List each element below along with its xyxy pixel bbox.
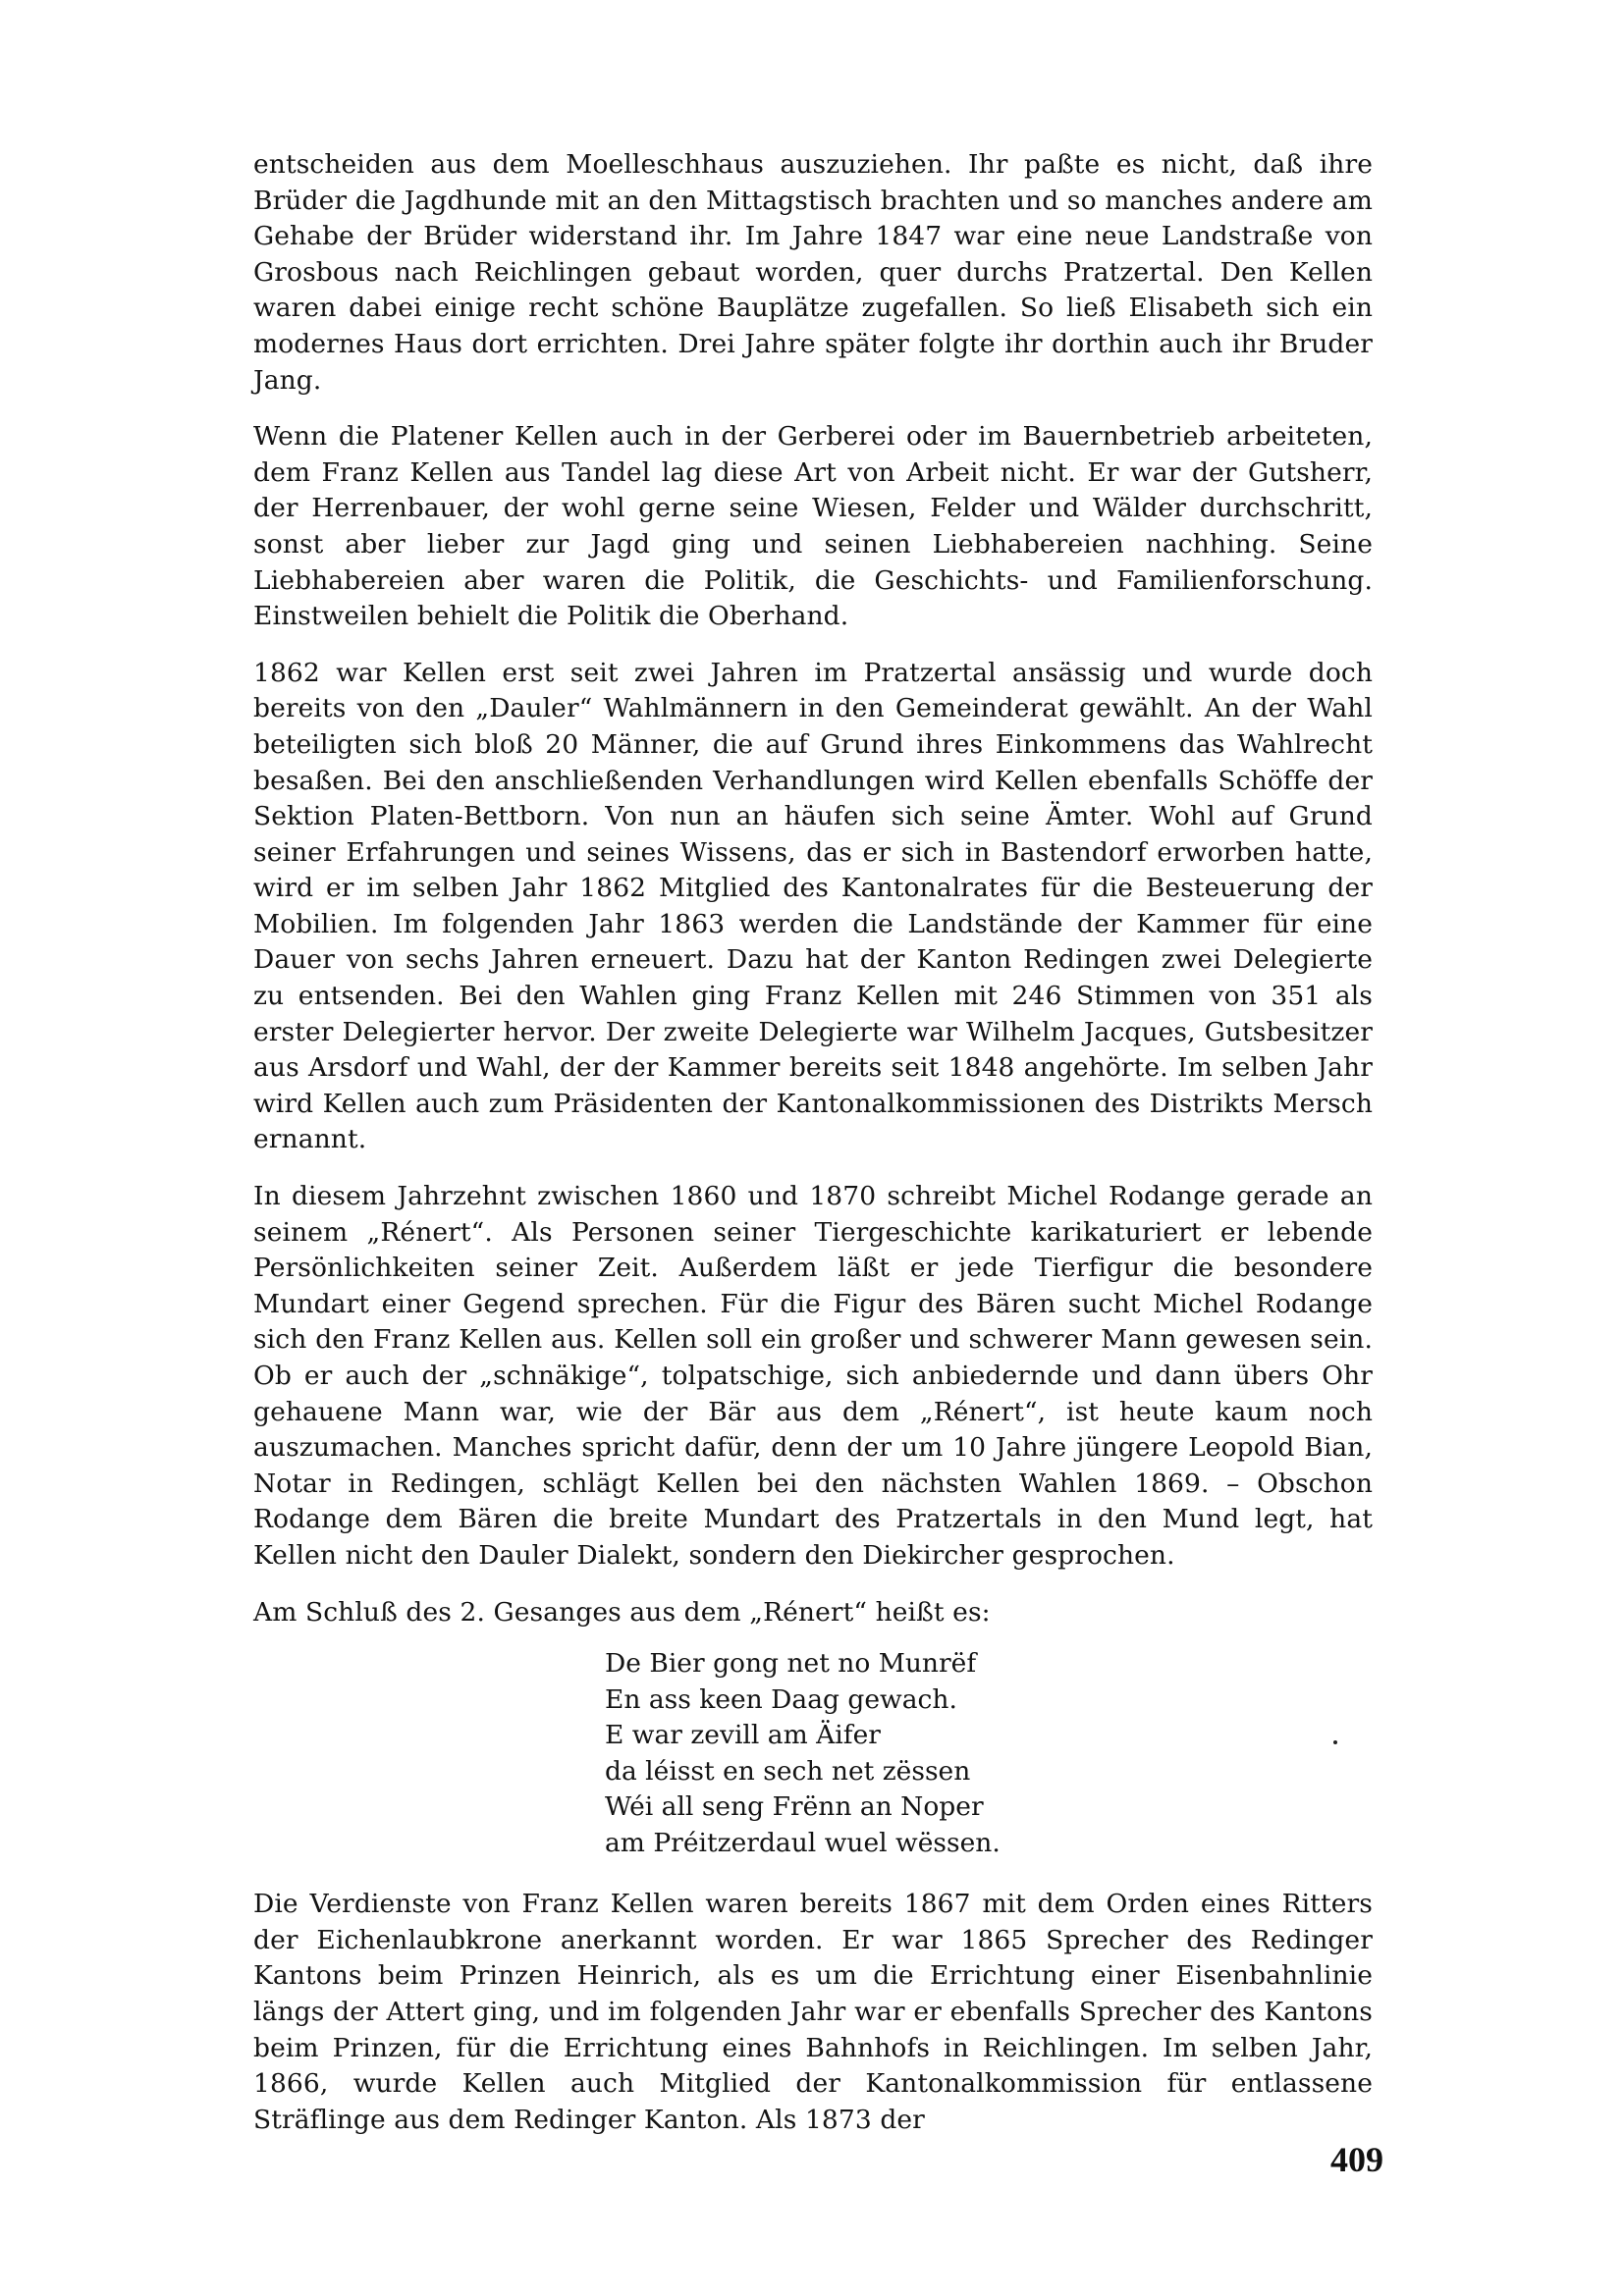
verse-line-2: En ass keen Daag gewach. [605, 1683, 957, 1715]
body-text [253, 147, 1373, 2159]
paragraph-2: Wenn die Platener Kellen auch in der Gerberei oder im Bauernbetrieb arbeiteten, dem Franz Kellen aus Tandel lag diese Art von Arbeit nicht. Er war der Gutsherr, der Herrenbauer, der wohl gerne seine Wiesen, Felder und Wälder durchschritt, sonst aber lieber zur Jagd ging und seinen Liebhabereien nachhing. Seine Liebhabereien aber waren die Politik, die Geschichts- und Familienforschung. Einstweilen behielt die Politik die Oberhand. [253, 421, 1373, 632]
verse-line-6: am Préitzerdaul wuel wëssen. [605, 1827, 1001, 1858]
verse-quote [605, 1646, 1373, 1861]
ink-dot [1333, 1740, 1337, 1744]
page-number: 409 [1330, 2140, 1383, 2179]
paragraph-4: In diesem Jahrzehnt zwischen 1860 und 1870 schreibt Michel Rodange gerade an seinem „Rénert“. Als Personen seiner Tiergeschichte karikaturiert er lebende Persönlichkeiten seiner Zeit. Außerdem läßt er jede Tierfigur die besondere Mundart einer Gegend sprechen. Für die Figur des Bären sucht Michel Rodange sich den Franz Kellen aus. Kellen soll ein großer und schwerer Mann gewesen sein. Ob er auch der „schnäkige“, tolpatschige, sich anbiedernde und dann übers Ohr gehauene Mann war, wie der Bär aus dem „Rénert“, ist heute kaum noch auszumachen. Manches spricht dafür, denn der um 10 Jahre jüngere Leopold Bian, Notar in Redingen, schlägt Kellen bei den nächsten Wahlen 1869. – Obschon Rodange dem Bären die breite Mundart des Pratzertals in den Mund legt, hat Kellen nicht den Dauler Dialekt, sondern den Diekircher gesprochen. [253, 1181, 1373, 1571]
verse-line-1: De Bier gong net no Munrëf [605, 1648, 977, 1680]
verse-line-3: E war zevill am Äifer [605, 1720, 881, 1751]
paragraph-3: 1862 war Kellen erst seit zwei Jahren im Pratzertal ansässig und wurde doch bereits von den „Dauler“ Wahlmännern in den Gemeinderat gewählt. An der Wahl beteiligten sich bloß 20 Männer, die auf Grund ihres Einkommens das Wahlrecht besaßen. Bei den anschließenden Verhandlungen wird Kellen ebenfalls Schöffe der Sektion Platen-Bettborn. Von nun an häufen sich seine Ämter. Wohl auf Grund seiner Erfahrungen und seines Wissens, das er sich in Bastendorf erworben hatte, wird er im selben Jahr 1862 Mitglied des Kantonalrates für die Besteuerung der Mobilien. Im folgenden Jahr 1863 werden die Landstände der Kammer für eine Dauer von sechs Jahren erneuert. Dazu hat der Kanton Redingen zwei Delegierte zu entsenden. Bei den Wahlen ging Franz Kellen mit 246 Stimmen von 351 als erster Delegierter hervor. Der zweite Delegierte war Wilhelm Jacques, Gutsbesitzer aus Arsdorf und Wahl, der der Kammer bereits seit 1848 angehörte. Im selben Jahr wird Kellen auch zum Präsidenten der Kantonalkommissionen des Distrikts Mersch ernannt. [253, 657, 1373, 1155]
verse-line-4: da léisst en sech net zëssen [605, 1755, 971, 1787]
verse-intro: Am Schluß des 2. Gesanges aus dem „Rénert“ heißt es: [253, 1596, 991, 1628]
paragraph-1: entscheiden aus dem Moelleschhaus auszuziehen. Ihr paßte es nicht, daß ihre Brüder die Jagdhunde mit an den Mittagstisch brachten und so manches andere am Gehabe der Brüder widerstand ihr. Im Jahre 1847 war eine neue Landstraße von Grosbous nach Reichlingen gebaut worden, quer durchs Pratzertal. Den Kellen waren dabei einige recht schöne Bauplätze zugefallen. So ließ Elisabeth sich ein modernes Haus dort errichten. Drei Jahre später folgte ihr dorthin auch ihr Bruder Jang. [253, 149, 1373, 396]
verse-line-5: Wéi all seng Frënn an Noper [605, 1791, 984, 1823]
closing-paragraph: Die Verdienste von Franz Kellen waren bereits 1867 mit dem Orden eines Ritters der Eichenlaubkrone anerkannt worden. Er war 1865 Sprecher des Redinger Kantons beim Prinzen Heinrich, als es um die Errichtung einer Eisenbahnlinie längs der Attert ging, und im folgenden Jahr war er ebenfalls Sprecher des Kantons beim Prinzen, für die Errichtung eines Bahnhofs in Reichlingen. Im selben Jahr, 1866, wurde Kellen auch Mitglied der Kantonalkommission für entlassene Sträflinge aus dem Redinger Kanton. Als 1873 der [253, 1889, 1373, 2135]
